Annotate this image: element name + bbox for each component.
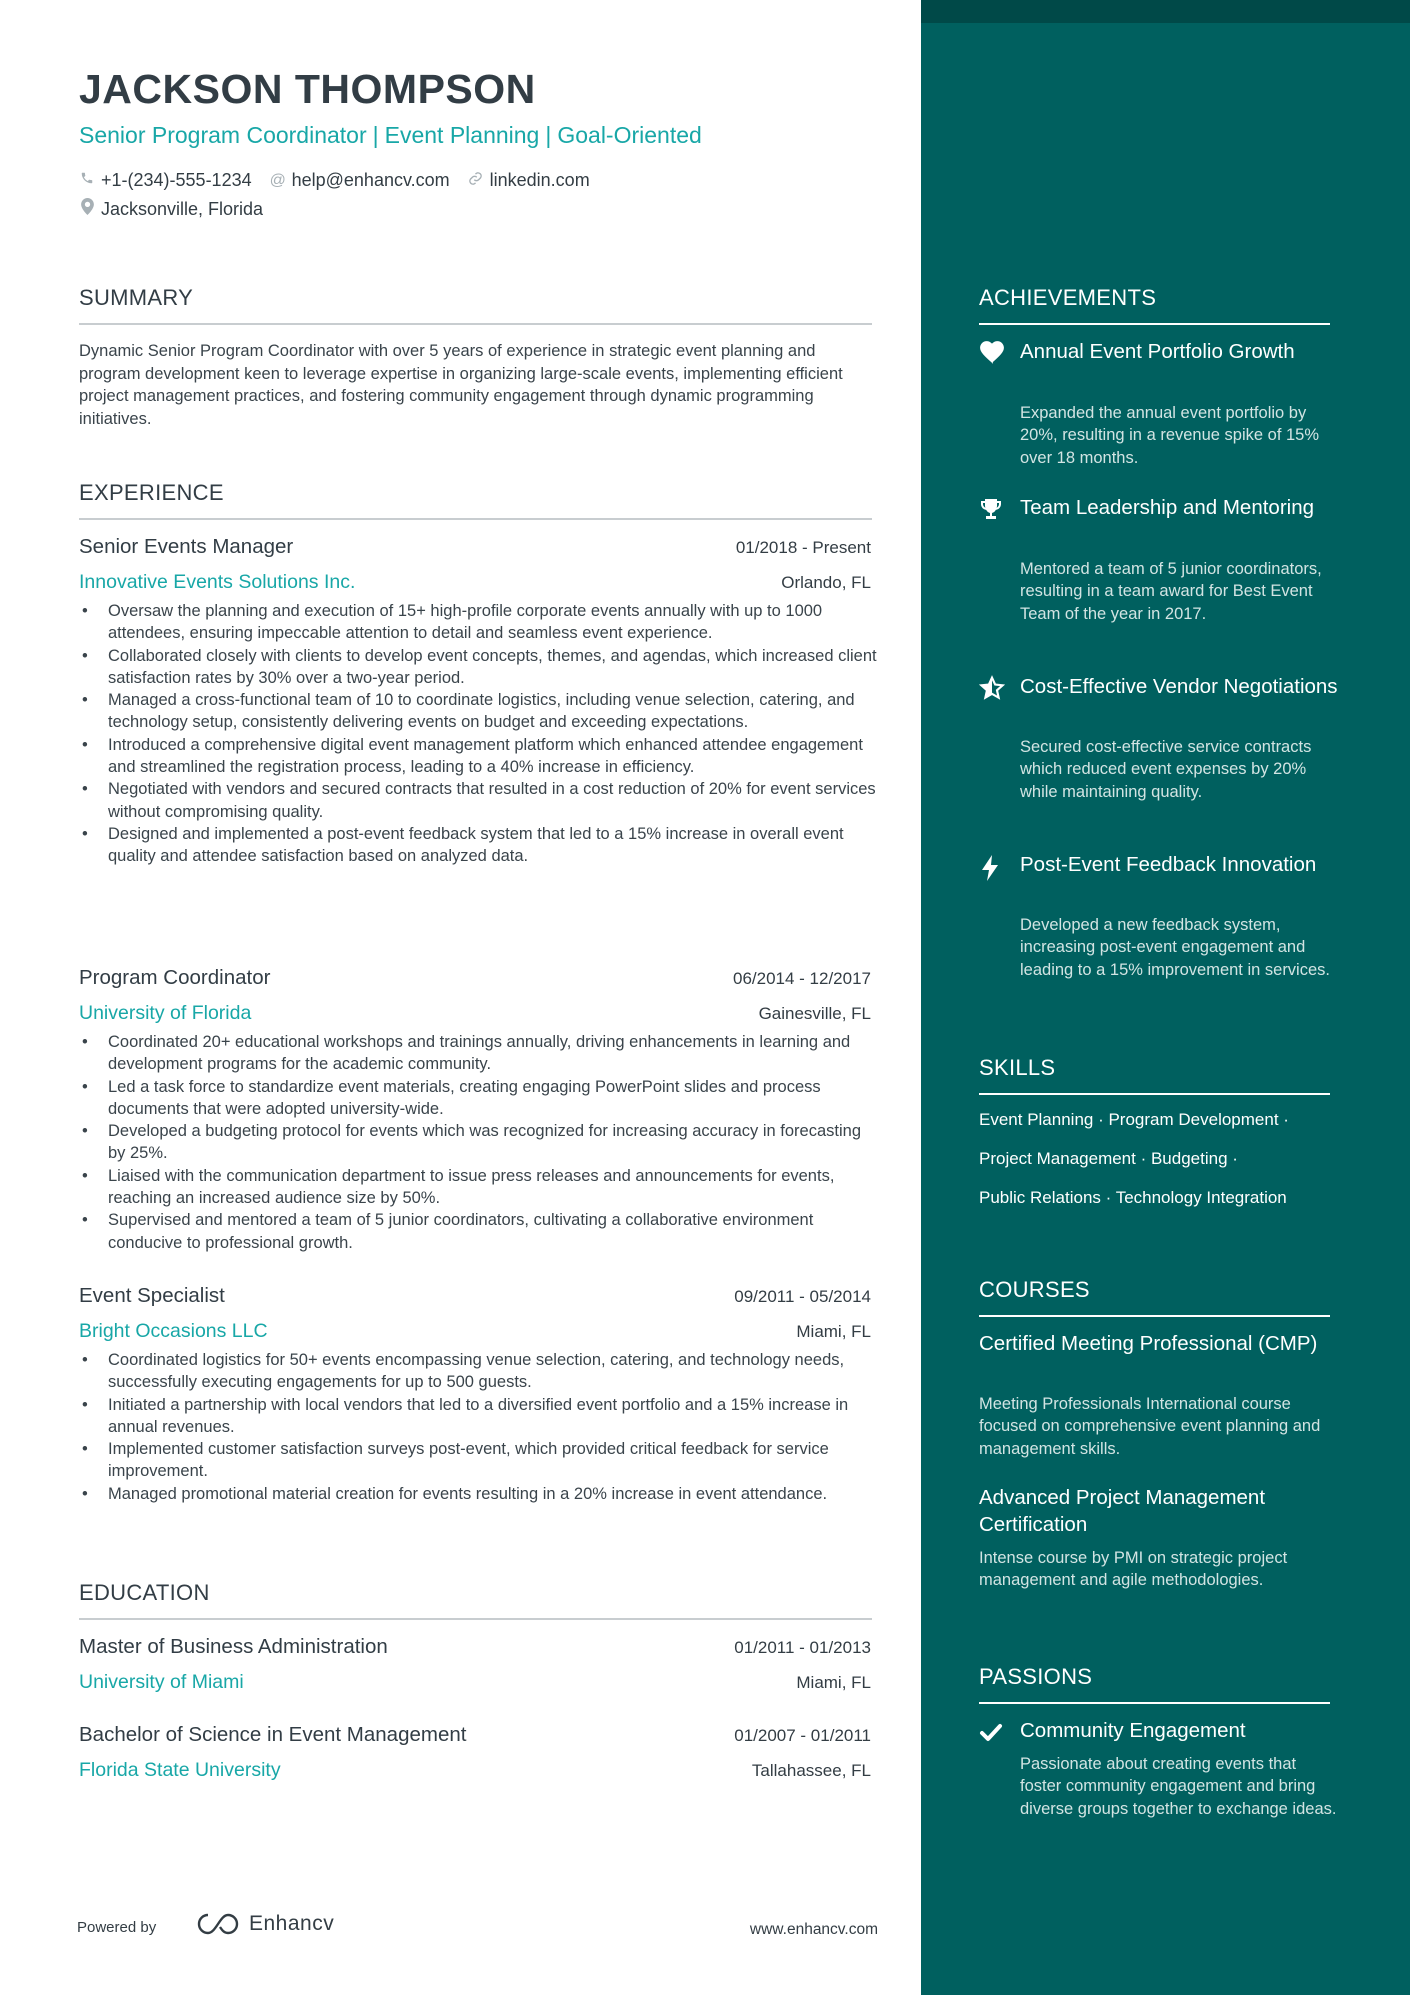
bullet-item: • Managed promotional material creation for events resulting in a 20% increase in event attendance. [79, 1483, 879, 1505]
achievement-title: Annual Event Portfolio Growth [1020, 340, 1295, 363]
courses-heading [979, 1277, 1330, 1303]
education-heading [79, 1580, 872, 1606]
checkmark-icon [979, 1722, 1005, 1748]
bullet-item: • Managed a cross-functional team of 10 to coordinate logistics, including venue selection, catering, and technology setup, consistently delivering events on budget and exceeding expectations. [79, 689, 879, 734]
location-pin-icon [79, 198, 95, 220]
location-text: Jacksonville, Florida [101, 198, 264, 219]
passion-title: Community Engagement [1020, 1719, 1246, 1742]
education-school: Florida State University [79, 1759, 281, 1781]
achievement-description: Expanded the annual event portfolio by 20%, resulting in a revenue spike of 15% over 18 months. [1020, 404, 1320, 467]
phone-icon [79, 171, 95, 190]
summary-text: Dynamic Senior Program Coordinator with over 5 years of experience in strategic event planning and program development keen to leverage expertise in organizing large-scale events, implementing efficient project management practices, and fostering community engagement through dynamic programming initiatives. [79, 342, 843, 428]
job-title: Senior Events Manager [79, 535, 294, 558]
education-location: Miami, FL [796, 1673, 871, 1692]
job-bullets [79, 1349, 879, 1505]
section-divider [79, 1618, 872, 1620]
trophy-icon [979, 497, 1005, 523]
contact-location [79, 198, 263, 220]
job-location: Orlando, FL [781, 573, 871, 592]
skills-line: Public Relations · Technology Integration [979, 1188, 1287, 1207]
education-school: University of Miami [79, 1671, 244, 1693]
skills-heading-text: SKILLS [979, 1055, 1056, 1080]
achievement-title: Cost-Effective Vendor Negotiations [1020, 675, 1338, 698]
course-description: Intense course by PMI on strategic project management and agile methodologies. [979, 1549, 1288, 1590]
achievement-title: Post-Event Feedback Innovation [1020, 853, 1317, 876]
bullet-item: • Collaborated closely with clients to develop event concepts, themes, and agendas, which increased client satisfaction rates by 30% over a two-year period. [79, 645, 879, 690]
bullet-item: • Oversaw the planning and execution of 15+ high-profile corporate events annually with up to 1000 attendees, ensuring impeccable attention to detail and seamless event experience. [79, 600, 879, 645]
contact-row-location [79, 198, 281, 220]
passions-heading-text: PASSIONS [979, 1664, 1093, 1689]
achievement-description: Secured cost-effective service contracts which reduced event expenses by 20% while maintaining quality. [1020, 738, 1312, 801]
brand-wordmark: Enhancv [249, 1912, 335, 1935]
tagline-item: Goal-Oriented [557, 122, 702, 148]
job-company: Innovative Events Solutions Inc. [79, 571, 356, 593]
job-title: Program Coordinator [79, 966, 271, 989]
contact-row [79, 170, 608, 191]
section-divider [979, 323, 1330, 325]
education-dates: 01/2011 - 01/2013 [734, 1638, 871, 1657]
course-title: Certified Meeting Professional (CMP) [979, 1332, 1318, 1355]
bullet-item: • Initiated a partnership with local vendors that led to a diversified event portfolio and a 15% increase in annual revenues. [79, 1394, 879, 1439]
section-divider [979, 1315, 1330, 1317]
job-title: Event Specialist [79, 1284, 225, 1307]
sidebar-top-bar [921, 0, 1410, 23]
contact-email[interactable] [270, 170, 450, 191]
bullet-item: • Negotiated with vendors and secured contracts that resulted in a cost reduction of 20% for event services without compromising quality. [79, 778, 879, 823]
achievement-title: Team Leadership and Mentoring [1020, 496, 1315, 519]
achievement-description: Mentored a team of 5 junior coordinators, resulting in a team award for Best Event Team of the year in 2017. [1020, 560, 1322, 623]
achievements-heading [979, 285, 1330, 311]
bullet-item: • Supervised and mentored a team of 5 junior coordinators, cultivating a collaborative environment conducive to professional growth. [79, 1209, 879, 1254]
summary-heading [79, 285, 872, 311]
job-dates: 01/2018 - Present [735, 538, 871, 557]
powered-by-text: Powered by [77, 1919, 157, 1936]
section-divider [979, 1702, 1330, 1704]
education-degree: Bachelor of Science in Event Management [79, 1723, 467, 1746]
phone-text: +1-(234)-555-1234 [101, 170, 252, 190]
job-dates: 06/2014 - 12/2017 [732, 969, 871, 988]
linkedin-text[interactable]: linkedin.com [489, 170, 590, 190]
education-heading-text: EDUCATION [79, 1580, 210, 1605]
job-bullets [79, 600, 879, 868]
section-divider [979, 1093, 1330, 1095]
candidate-name: JACKSON THOMPSON [79, 66, 536, 112]
education-degree: Master of Business Administration [79, 1635, 388, 1658]
skills-line: Project Management · Budgeting · [979, 1149, 1238, 1168]
tagline-item: Senior Program Coordinator [79, 122, 367, 148]
passion-description: Passionate about creating events that foster community engagement and bring diverse groups together to exchange ideas. [1020, 1755, 1337, 1818]
section-divider [79, 518, 872, 520]
at-icon: @ [269, 171, 286, 189]
heart-icon [979, 341, 1005, 367]
tagline-item: Event Planning [384, 122, 540, 148]
job-company: Bright Occasions LLC [79, 1320, 268, 1342]
contact-linkedin[interactable] [468, 170, 590, 191]
tagline-separator: | [372, 122, 379, 148]
summary-heading-text: SUMMARY [79, 285, 194, 310]
bolt-icon [979, 855, 1005, 881]
courses-heading-text: COURSES [979, 1277, 1090, 1302]
experience-heading-text: EXPERIENCE [79, 480, 224, 505]
education-location: Tallahassee, FL [751, 1761, 871, 1780]
link-icon [468, 171, 484, 191]
section-divider [79, 323, 872, 325]
achievements-heading-text: ACHIEVEMENTS [979, 285, 1157, 310]
job-dates: 09/2011 - 05/2014 [734, 1287, 871, 1306]
bullet-item: • Implemented customer satisfaction surveys post-event, which provided critical feedback for service improvement. [79, 1438, 879, 1483]
bullet-item: • Liaised with the communication department to issue press releases and announcements for events, reaching an increased audience size by 50%. [79, 1165, 879, 1210]
contact-phone [79, 170, 252, 191]
bullet-item: • Designed and implemented a post-event feedback system that led to a 15% increase in overall event quality and attendee satisfaction based on analyzed data. [79, 823, 879, 868]
job-location: Gainesville, FL [758, 1004, 871, 1023]
job-location: Miami, FL [796, 1322, 871, 1341]
bullet-item: • Coordinated 20+ educational workshops and trainings annually, driving enhancements in learning and development programs for the academic community. [79, 1031, 879, 1076]
bullet-item: • Led a task force to standardize event materials, creating engaging PowerPoint slides and process documents that were adopted university-wide. [79, 1076, 879, 1121]
bullet-item: • Introduced a comprehensive digital event management platform which enhanced attendee engagement and streamlined the registration process, leading to a 40% increase in efficiency. [79, 734, 879, 779]
bullet-item: • Coordinated logistics for 50+ events encompassing venue selection, catering, and technology needs, successfully executing engagements for up to 500 guests. [79, 1349, 879, 1394]
achievement-description: Developed a new feedback system, increasing post-event engagement and leading to a 15% improvement in services. [1020, 916, 1330, 979]
bullet-item: • Developed a budgeting protocol for events which was recognized for increasing accuracy in forecasting by 25%. [79, 1120, 879, 1165]
experience-heading [79, 480, 872, 506]
footer-url[interactable]: www.enhancv.com [749, 1921, 878, 1938]
job-company: University of Florida [79, 1002, 252, 1024]
course-description: Meeting Professionals International course focused on comprehensive event planning and management skills. [979, 1395, 1321, 1458]
tagline-separator: | [545, 122, 552, 148]
infinity-logo-icon [195, 1911, 241, 1937]
skills-heading [979, 1055, 1330, 1081]
passions-heading [979, 1664, 1330, 1690]
course-title: Advanced Project Management Certification [979, 1486, 1266, 1536]
education-dates: 01/2007 - 01/2011 [734, 1726, 871, 1745]
skills-line: Event Planning · Program Development · [979, 1110, 1289, 1129]
email-text[interactable]: help@enhancv.com [291, 170, 450, 190]
job-bullets [79, 1031, 879, 1254]
enhancv-logo[interactable] [195, 1911, 334, 1937]
star-half-icon [979, 675, 1005, 701]
tagline [79, 122, 702, 149]
